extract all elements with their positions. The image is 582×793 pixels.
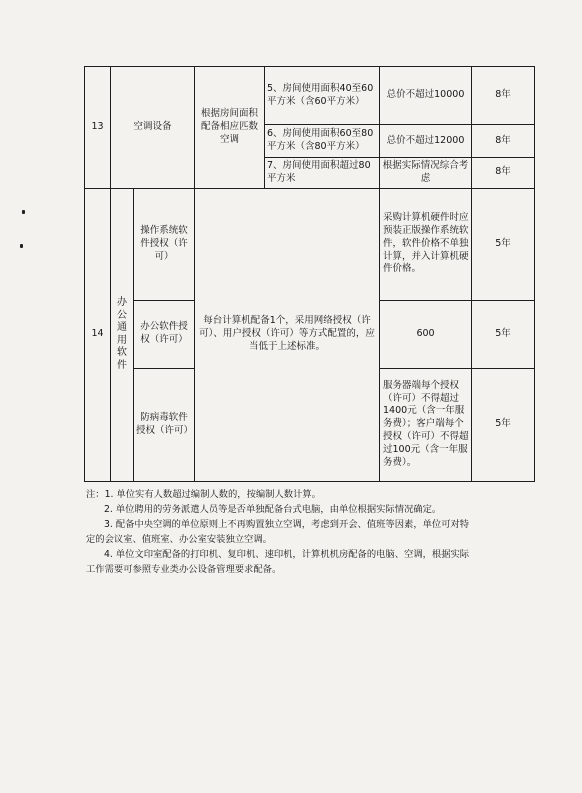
- note-3: 3. 配备中央空调的单位原则上不再购置独立空调，考虑到开会、值班等因素，单位可对特: [104, 519, 470, 530]
- years-cell: 5年: [472, 368, 535, 481]
- table-row: [85, 188, 535, 300]
- config-standard: 每台计算机配备1个，采用网络授权（许可）、用户授权（许可）等方式配置的，应当低于上述标准。: [195, 188, 380, 481]
- asset-standard-table: [84, 66, 535, 482]
- scan-speck: [22, 210, 25, 214]
- price-cell: 采购计算机硬件时应预装正版操作系统软件，软件价格不单独计算，并入计算机硬件价格。: [380, 188, 472, 300]
- years-cell: 8年: [472, 125, 535, 158]
- table-row: [85, 67, 535, 125]
- price-cell: 服务器端每个授权（许可）不得超过1400元（含一年服务费）；客户端每个授权（许可）不得超过100元（含一年服务费）。: [380, 368, 472, 481]
- years-cell: 8年: [472, 67, 535, 125]
- note-3-continued: 定的会议室、值班室、办公室安装独立空调。: [86, 534, 272, 545]
- price-cell: 总价不超过12000: [380, 125, 472, 158]
- software-name: 办公软件授权（许可）: [134, 300, 195, 368]
- scan-speck: [20, 244, 23, 248]
- note-2: 2. 单位聘用的劳务派遣人员等是否单独配备台式电脑，由单位根据实际情况确定。: [104, 504, 442, 515]
- software-name: 操作系统软件授权（许可）: [134, 188, 195, 300]
- price-cell: 总价不超过10000: [380, 67, 472, 125]
- category-label: 办公通用软件: [117, 297, 127, 371]
- config-standard: 根据房间面积配备相应匹数空调: [195, 67, 265, 189]
- note-4-continued: 工作需要可参照专业类办公设备管理要求配备。: [86, 564, 282, 575]
- software-name: 防病毒软件授权（许可）: [134, 368, 195, 481]
- years-cell: 5年: [472, 300, 535, 368]
- price-cell: 根据实际情况综合考虑: [380, 158, 472, 189]
- category-cell: [111, 188, 134, 481]
- note-1: 注：1. 单位实有人数超过编制人数的，按编制人数计算。: [86, 489, 321, 500]
- table-notes: [86, 487, 540, 577]
- spec-cell: 5、房间使用面积40至60平方米（含60平方米）: [265, 67, 380, 125]
- years-cell: 5年: [472, 188, 535, 300]
- spec-cell: 7、房间使用面积超过80平方米: [265, 158, 380, 189]
- row-number: 13: [85, 67, 111, 189]
- row-number: 14: [85, 188, 111, 481]
- price-cell: 600: [380, 300, 472, 368]
- years-cell: 8年: [472, 158, 535, 189]
- item-name: 空调设备: [111, 67, 195, 189]
- note-4: 4. 单位文印室配备的打印机、复印机、速印机，计算机机房配备的电脑、空调，根据实际: [104, 549, 470, 560]
- spec-cell: 6、房间使用面积60至80平方米（含80平方米）: [265, 125, 380, 158]
